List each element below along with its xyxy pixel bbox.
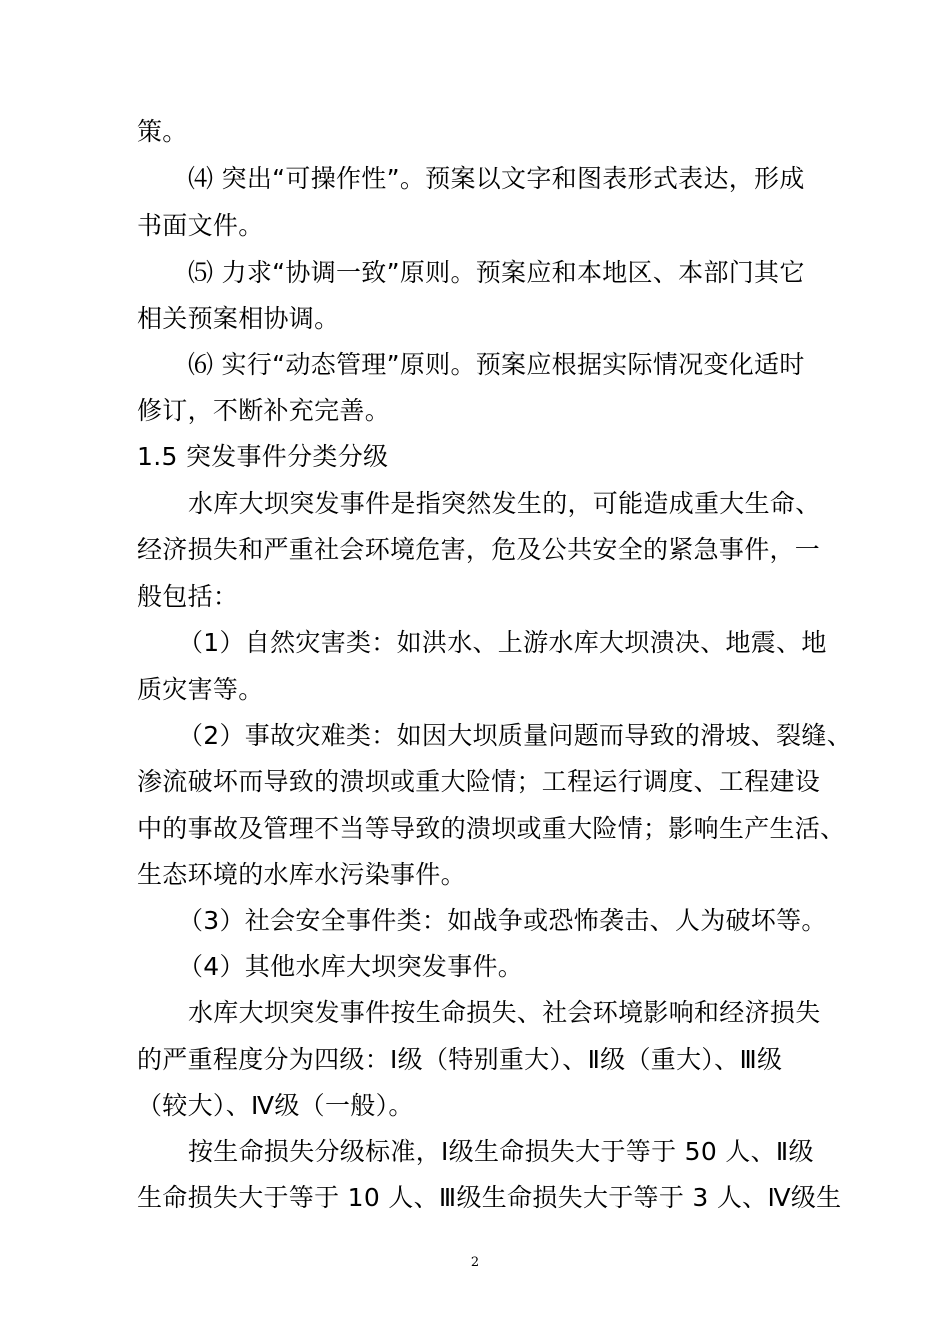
text-line: 按生命损失分级标准，Ⅰ级生命损失大于等于 50 人、Ⅱ级 [188,1137,814,1166]
text-line: ⑸ 力求“协调一致”原则。预案应和本地区、本部门其它 [188,258,805,287]
text-line: 般包括： [137,582,239,611]
text-line: 修订，不断补充完善。 [137,396,391,425]
text-line: 渗流破坏而导致的溃坝或重大险情；工程运行调度、工程建设 [137,767,821,796]
text-line: 生命损失大于等于 10 人、Ⅲ级生命损失大于等于 3 人、Ⅳ级生 [137,1183,842,1212]
text-line: ⑷ 突出“可操作性”。预案以文字和图表形式表达，形成 [188,164,805,193]
list-item: （3）社会安全事件类：如战争或恐怖袭击、人为破坏等。 [178,906,827,935]
list-item: （4）其他水库大坝突发事件。 [178,952,524,981]
text-line: 相关预案相协调。 [137,304,340,333]
text-line: 质灾害等。 [137,675,264,704]
section-heading: 1.5 突发事件分类分级 [137,442,389,471]
text-line: ⑹ 实行“动态管理”原则。预案应根据实际情况变化适时 [188,350,805,379]
text-line: 中的事故及管理不当等导致的溃坝或重大险情；影响生产生活、 [137,814,846,843]
text-line: 书面文件。 [137,211,264,240]
page-number: 2 [470,1255,480,1270]
list-item: （1）自然灾害类：如洪水、上游水库大坝溃决、地震、地 [178,628,827,657]
text-line: 策。 [137,117,188,146]
text-line: 水库大坝突发事件按生命损失、社会环境影响和经济损失 [188,998,821,1027]
text-line: 生态环境的水库水污染事件。 [137,860,466,889]
list-item: （2）事故灾难类：如因大坝质量问题而导致的滑坡、裂缝、 [178,721,853,750]
text-line: 水库大坝突发事件是指突然发生的，可能造成重大生命、 [188,489,821,518]
text-line: （较大）、Ⅳ级（一般）。 [137,1091,414,1120]
text-line: 经济损失和严重社会环境危害，危及公共安全的紧急事件，一 [137,535,821,564]
text-line: 的严重程度分为四级：Ⅰ级（特别重大）、Ⅱ级（重大）、Ⅲ级 [137,1045,783,1074]
